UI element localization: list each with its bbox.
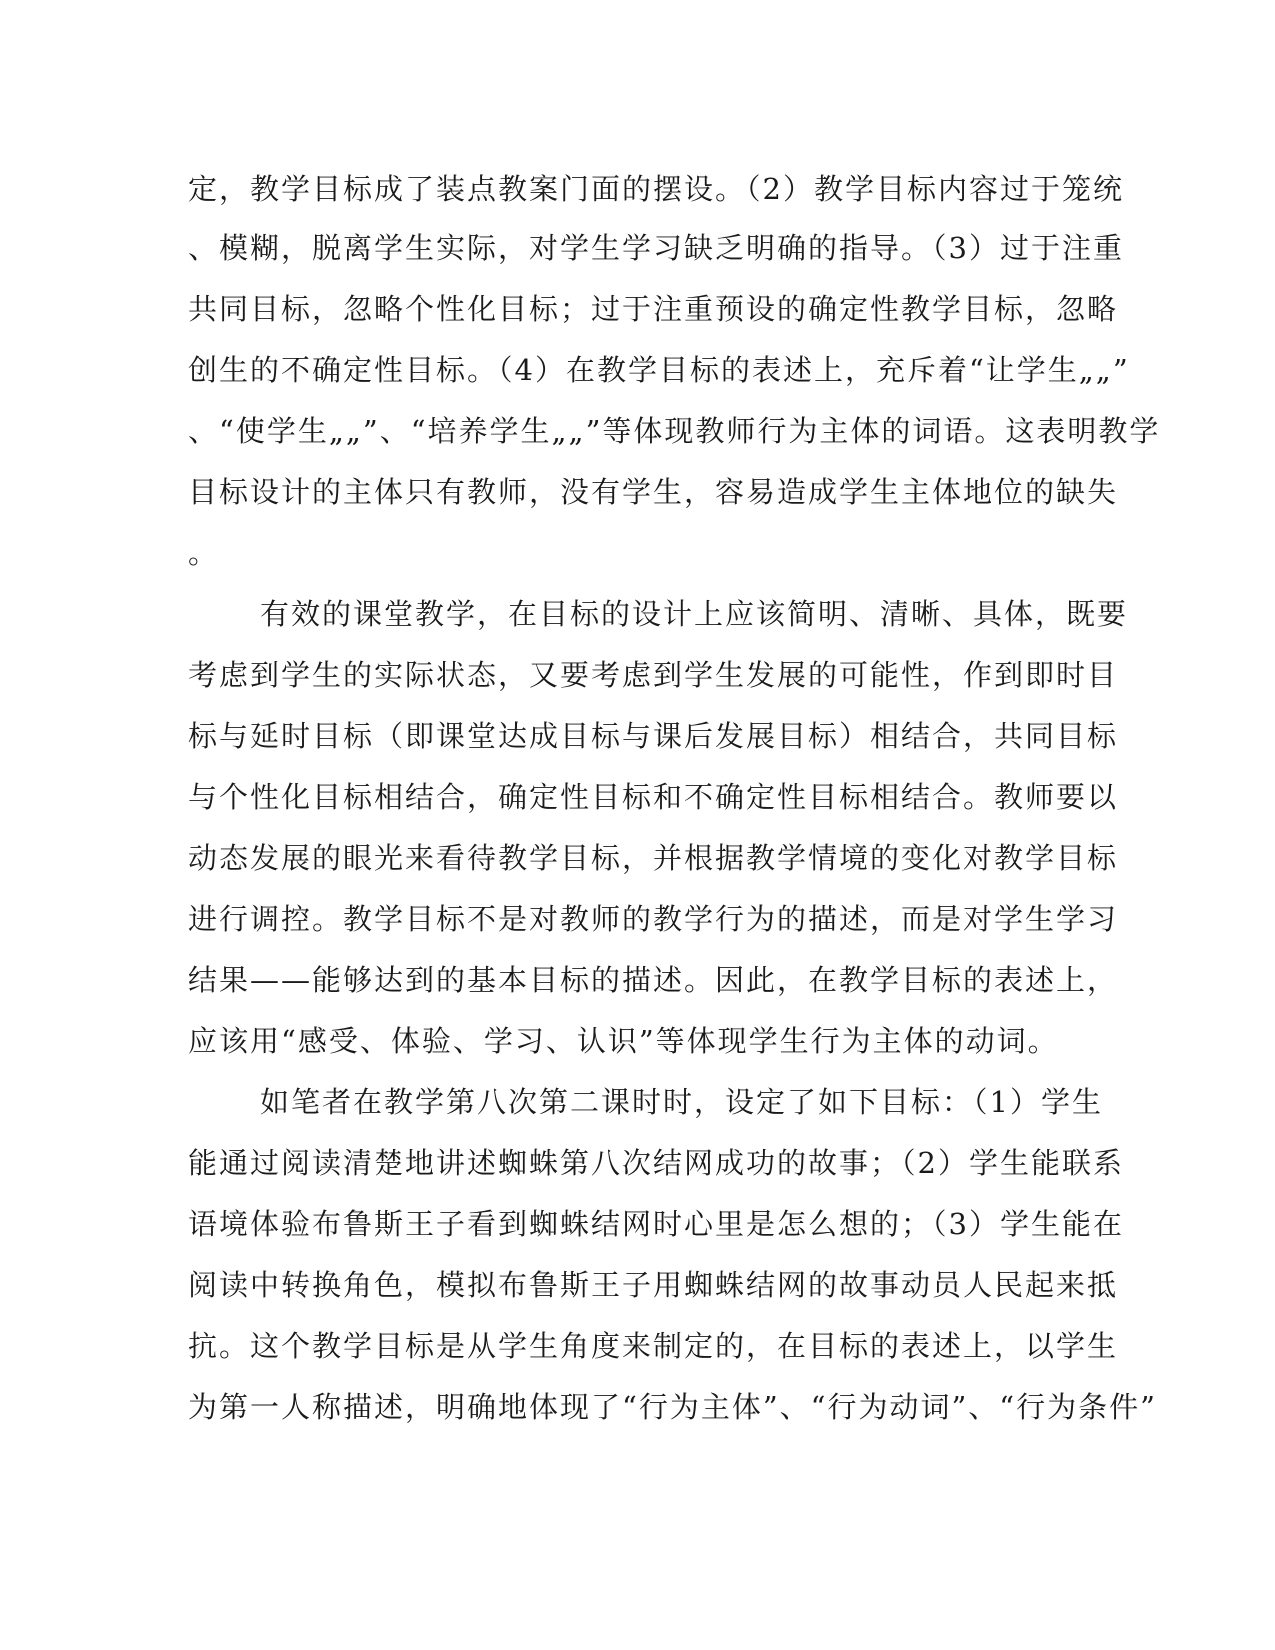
- text-line: 有效的课堂教学，在目标的设计上应该简明、清晰、具体，既要: [260, 597, 1129, 631]
- text-line: 应该用“感受、体验、学习、认识”等体现学生行为主体的动词。: [188, 1024, 1059, 1058]
- paragraph-1: [188, 160, 1161, 584]
- text-line: 考虑到学生的实际状态，又要考虑到学生发展的可能性，作到即时目: [188, 658, 1119, 692]
- text-line: 目标设计的主体只有教师，没有学生，容易造成学生主体地位的缺失: [188, 475, 1119, 509]
- text-line: 语境体验布鲁斯王子看到蜘蛛结网时心里是怎么想的；（3）学生能在: [188, 1207, 1124, 1241]
- text-line: 进行调控。教学目标不是对教师的教学行为的描述，而是对学生学习: [188, 902, 1119, 936]
- text-line: 抗。这个教学目标是从学生角度来制定的，在目标的表述上，以学生: [188, 1329, 1119, 1363]
- body-text: [188, 160, 1161, 1438]
- text-line: 与个性化目标相结合，确定性目标和不确定性目标相结合。教师要以: [188, 780, 1119, 814]
- text-line: 、模糊，脱离学生实际，对学生学习缺乏明确的指导。（3）过于注重: [188, 231, 1124, 265]
- text-line: 创生的不确定性目标。（4）在教学目标的表述上，充斥着“让学生„„”: [188, 353, 1130, 387]
- text-line: 能通过阅读清楚地讲述蜘蛛第八次结网成功的故事；（2）学生能联系: [188, 1146, 1124, 1180]
- paragraph-2: [188, 584, 1129, 1072]
- text-line: 阅读中转换角色，模拟布鲁斯王子用蜘蛛结网的故事动员人民起来抵: [188, 1268, 1119, 1302]
- text-line: 定，教学目标成了装点教案门面的摆设。（2）教学目标内容过于笼统: [188, 172, 1124, 206]
- text-line: 、“使学生„„”、“培养学生„„”等体现教师行为主体的词语。这表明教学: [188, 414, 1161, 448]
- text-line: 共同目标，忽略个性化目标；过于注重预设的确定性教学目标，忽略: [188, 292, 1119, 326]
- text-line: 。: [188, 536, 220, 570]
- text-line: 动态发展的眼光来看待教学目标，并根据教学情境的变化对教学目标: [188, 841, 1119, 875]
- paragraph-3: [188, 1072, 1157, 1438]
- text-line: 结果——能够达到的基本目标的描述。因此，在教学目标的表述上，: [188, 963, 1119, 997]
- text-line: 标与延时目标（即课堂达成目标与课后发展目标）相结合，共同目标: [188, 719, 1119, 753]
- text-line: 如笔者在教学第八次第二课时时，设定了如下目标：（1）学生: [260, 1085, 1103, 1119]
- text-line: 为第一人称描述，明确地体现了“行为主体”、“行为动词”、“行为条件”: [188, 1390, 1157, 1424]
